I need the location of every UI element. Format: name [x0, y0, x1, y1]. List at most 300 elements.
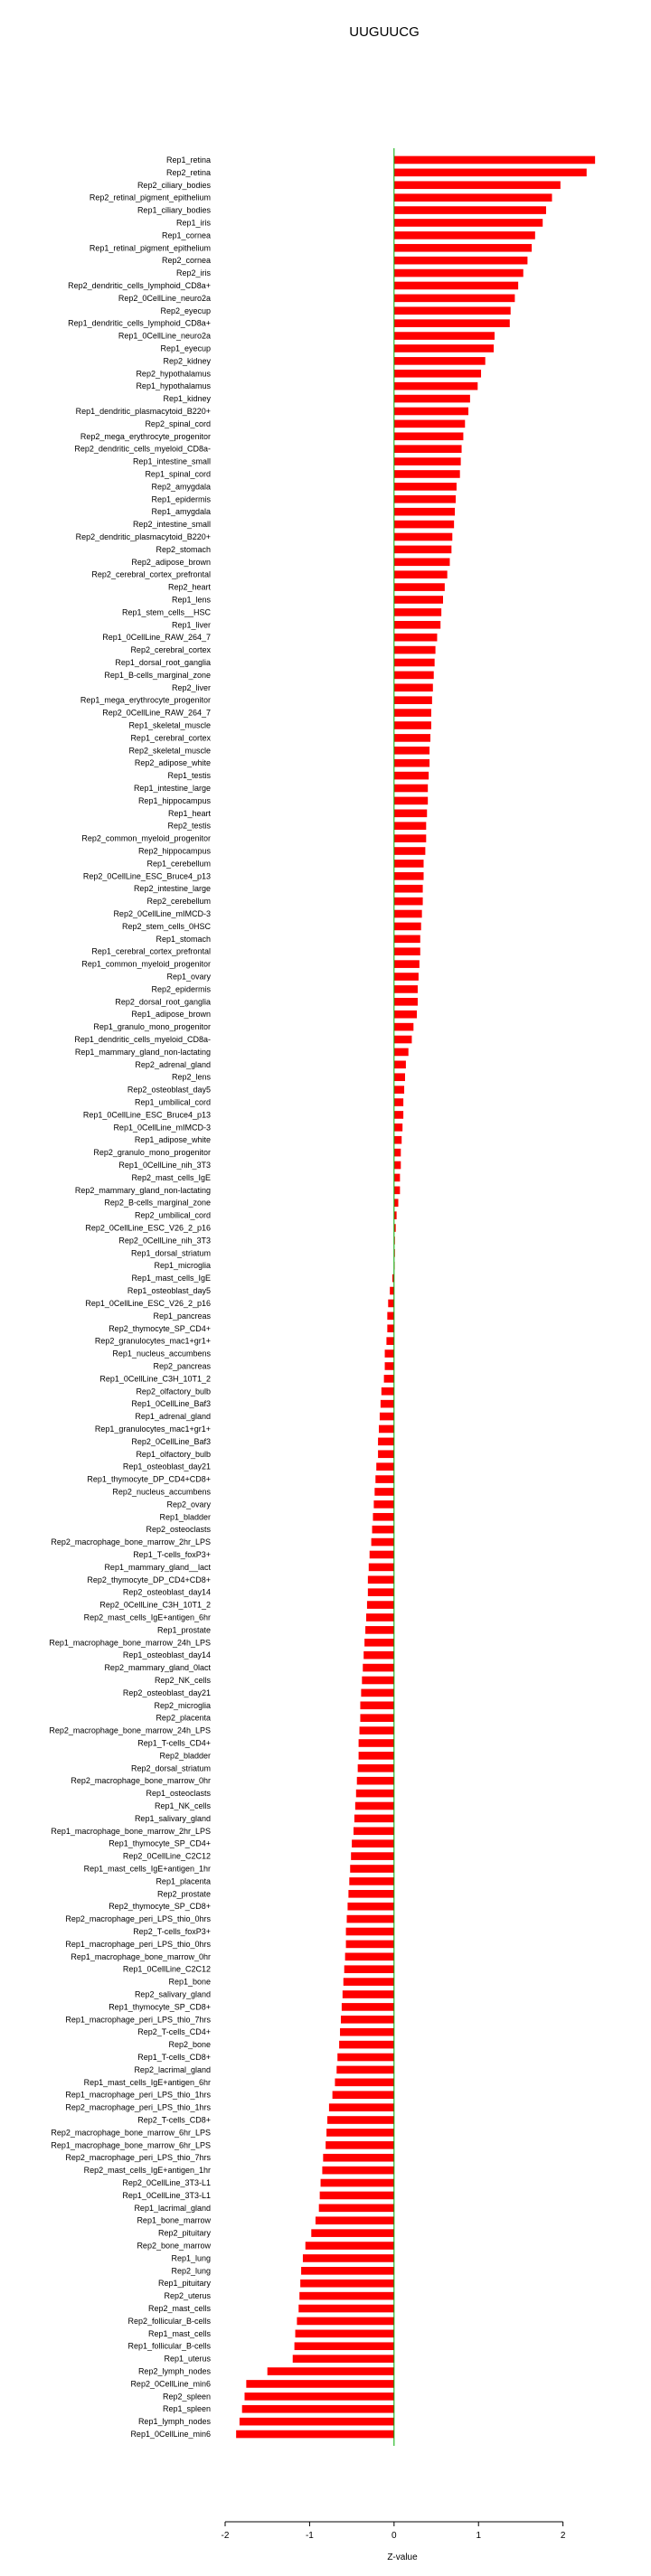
category-label: Rep1_mast_cells_IgE	[131, 1274, 211, 1283]
bar	[394, 1036, 412, 1044]
category-label: Rep1_dendritic_cells_myeloid_CD8a-	[74, 1035, 211, 1045]
bar	[394, 181, 561, 189]
category-label: Rep2_stomach	[156, 544, 211, 554]
bar	[394, 1073, 405, 1081]
bar	[394, 432, 464, 440]
category-label: Rep1_liver	[171, 620, 211, 630]
bar	[355, 1802, 394, 1810]
bar	[320, 2192, 394, 2200]
bar	[295, 2342, 394, 2350]
category-label: Rep2_macrophage_bone_marrow_2hr_LPS	[51, 1537, 211, 1547]
category-label: Rep2_epidermis	[151, 984, 211, 994]
category-label: Rep2_common_myeloid_progenitor	[81, 833, 211, 843]
category-label: Rep2_thymocyte_SP_CD4+	[108, 1323, 211, 1333]
bar	[342, 2003, 394, 2011]
bar	[394, 847, 426, 855]
category-label: Rep1_0CellLine_C3H_10T1_2	[99, 1374, 211, 1384]
category-label: Rep2_liver	[171, 682, 211, 692]
category-label: Rep2_macrophage_peri_LPS_thio_7hrs	[65, 2153, 211, 2163]
category-label: Rep2_lacrimal_gland	[134, 2064, 211, 2074]
category-label: Rep2_macrophage_bone_marrow_24h_LPS	[49, 1725, 211, 1735]
category-label: Rep2_salivary_gland	[134, 1989, 211, 1999]
bar	[394, 973, 419, 981]
bar	[369, 1564, 394, 1572]
category-label: Rep2_follicular_B-cells	[127, 2316, 211, 2326]
category-label: Rep2_0CellLine_nih_3T3	[118, 1236, 211, 1246]
bar	[386, 1337, 393, 1345]
bar	[394, 357, 486, 365]
bar	[329, 2103, 394, 2111]
category-label: Rep1_stem_cells__HSC	[121, 607, 211, 617]
category-label: Rep2_nucleus_accumbens	[112, 1487, 211, 1497]
bar	[394, 193, 552, 202]
bar	[366, 1613, 394, 1622]
bar	[345, 1952, 394, 1960]
category-label: Rep1_eyecup	[160, 343, 211, 353]
category-label: Rep1_0CellLine_Baf3	[131, 1399, 211, 1409]
category-label: Rep2_adipose_white	[134, 758, 211, 768]
bar	[364, 1639, 394, 1647]
bar	[394, 646, 436, 654]
category-label: Rep1_olfactory_bulb	[136, 1449, 211, 1459]
bar	[394, 860, 424, 868]
bar	[359, 1752, 394, 1760]
bar	[373, 1526, 394, 1534]
category-label: Rep1_retinal_pigment_epithelium	[89, 243, 211, 253]
category-label: Rep2_0CellLine_mIMCD-3	[113, 909, 211, 919]
bar	[394, 923, 421, 931]
category-label: Rep2_olfactory_bulb	[136, 1387, 211, 1396]
category-label: Rep1_bladder	[159, 1512, 211, 1522]
category-label: Rep2_osteoclasts	[146, 1525, 211, 1535]
category-label: Rep1_NK_cells	[154, 1800, 211, 1810]
bar	[394, 872, 424, 880]
category-label: Rep1_pituitary	[157, 2279, 211, 2289]
bar	[347, 1903, 393, 1911]
category-label: Rep2_stem_cells_0HSC	[121, 921, 211, 931]
bar	[380, 1413, 394, 1421]
x-tick-label: 0	[392, 2531, 397, 2541]
category-label: Rep2_mast_cells_IgE+antigen_6hr	[83, 1612, 211, 1622]
bar	[346, 1941, 394, 1949]
category-label: Rep2_macrophage_bone_marrow_0hr	[71, 1776, 211, 1786]
category-label: Rep2_0CellLine_neuro2a	[118, 293, 211, 303]
category-label: Rep2_granulocytes_mac1+gr1+	[94, 1336, 211, 1346]
category-label: Rep2_skeletal_muscle	[128, 746, 211, 756]
category-label: Rep1_bone_marrow	[137, 2215, 211, 2225]
bar	[327, 2116, 394, 2124]
bar	[352, 1839, 394, 1847]
category-label: Rep2_hypothalamus	[136, 369, 211, 379]
category-label: Rep1_osteoblast_day21	[122, 1462, 211, 1471]
bar	[337, 2054, 394, 2062]
bar	[301, 2267, 394, 2275]
category-label: Rep2_pancreas	[153, 1361, 211, 1371]
bar	[394, 457, 461, 465]
bar	[375, 1475, 394, 1483]
bar	[394, 1149, 401, 1157]
bar	[394, 583, 445, 591]
bar	[378, 1450, 394, 1458]
bar	[387, 1312, 393, 1321]
bar	[358, 1764, 394, 1772]
bar	[368, 1575, 394, 1584]
category-label: Rep1_lung	[171, 2253, 211, 2263]
category-label: Rep1_granulo_mono_progenitor	[93, 1022, 211, 1032]
bar	[344, 1978, 394, 1986]
category-label: Rep2_thymocyte_SP_CD8+	[108, 1902, 211, 1912]
category-label: Rep1_cerebral_cortex_prefrontal	[91, 946, 211, 956]
bar	[394, 1187, 401, 1195]
bar	[394, 257, 528, 265]
bar	[394, 1061, 406, 1069]
bar	[394, 495, 456, 503]
bar	[321, 2179, 394, 2187]
bar	[293, 2355, 394, 2363]
bar	[394, 1011, 417, 1019]
category-label: Rep2_mast_cells	[147, 2304, 211, 2314]
category-label: Rep2_0CellLine_C3H_10T1_2	[99, 1600, 211, 1610]
bar	[394, 785, 428, 793]
category-label: Rep1_B-cells_marginal_zone	[104, 670, 211, 680]
category-label: Rep2_cerebral_cortex_prefrontal	[91, 569, 211, 579]
category-label: Rep2_bone	[168, 2040, 211, 2050]
bar	[394, 470, 460, 478]
bar	[394, 797, 428, 805]
bar	[326, 2129, 394, 2137]
bar	[394, 709, 431, 717]
bar	[350, 1865, 394, 1873]
bar	[394, 1086, 404, 1094]
category-label: Rep1_0CellLine_mIMCD-3	[113, 1123, 211, 1133]
category-label: Rep1_macrophage_bone_marrow_2hr_LPS	[51, 1826, 211, 1836]
bar	[368, 1588, 394, 1596]
bar	[298, 2305, 394, 2313]
category-label: Rep1_pancreas	[153, 1311, 211, 1321]
category-label: Rep1_spleen	[162, 2404, 211, 2414]
category-label: Rep1_0CellLine_RAW_264_7	[102, 633, 211, 643]
bar	[359, 1739, 394, 1747]
bar	[394, 1098, 403, 1106]
category-label: Rep2_pituitary	[157, 2228, 211, 2238]
category-label: Rep2_lymph_nodes	[137, 2366, 211, 2376]
category-label: Rep2_0CellLine_min6	[130, 2379, 211, 2389]
bar	[356, 1790, 394, 1798]
bar	[394, 672, 434, 680]
category-label: Rep2_lens	[171, 1072, 211, 1082]
category-label: Rep2_retinal_pigment_epithelium	[89, 193, 211, 202]
bar	[394, 282, 518, 290]
bar	[268, 2367, 394, 2375]
category-label: Rep2_NK_cells	[154, 1675, 211, 1685]
bar	[347, 1915, 394, 1923]
bar	[246, 2380, 393, 2388]
category-label: Rep1_kidney	[163, 394, 211, 404]
bar	[394, 521, 454, 529]
bar	[394, 306, 511, 315]
bar	[385, 1349, 394, 1358]
category-label: Rep1_intestine_large	[133, 784, 211, 794]
category-label: Rep2_thymocyte_DP_CD4+CD8+	[87, 1575, 211, 1584]
bar	[394, 659, 435, 667]
category-label: Rep1_granulocytes_mac1+gr1+	[94, 1424, 211, 1434]
category-label: Rep1_adipose_white	[134, 1135, 211, 1145]
category-label: Rep1_mammary_gland__lact	[104, 1562, 211, 1572]
category-label: Rep2_placenta	[156, 1713, 211, 1723]
category-label: Rep2_prostate	[156, 1889, 211, 1899]
category-label: Rep1_mast_cells_IgE+antigen_6hr	[83, 2077, 211, 2087]
bar	[336, 2066, 394, 2074]
category-label: Rep1_hypothalamus	[136, 381, 211, 391]
bar	[394, 898, 423, 906]
category-label: Rep1_0CellLine_3T3-L1	[122, 2190, 211, 2200]
bar	[394, 1136, 401, 1144]
bar	[365, 1626, 394, 1634]
category-label: Rep2_ciliary_bodies	[137, 180, 211, 190]
bar	[349, 1877, 394, 1885]
category-label: Rep2_B-cells_marginal_zone	[104, 1198, 211, 1208]
category-label: Rep2_uterus	[164, 2291, 211, 2301]
bar	[323, 2154, 393, 2162]
bar	[333, 2091, 394, 2099]
category-label: Rep1_spinal_cord	[145, 469, 211, 479]
bar	[341, 2016, 394, 2024]
bar	[394, 219, 542, 227]
bar	[394, 295, 515, 303]
bar	[344, 1965, 394, 1973]
category-label: Rep1_thymocyte_SP_CD8+	[108, 2002, 211, 2012]
category-label: Rep1_lymph_nodes	[137, 2417, 211, 2427]
category-label: Rep2_T-cells_CD4+	[137, 2027, 211, 2037]
bar	[394, 596, 443, 604]
category-label: Rep1_osteoblast_day5	[127, 1286, 211, 1296]
category-label: Rep2_amygdala	[151, 482, 211, 492]
bar	[335, 2079, 393, 2087]
category-label: Rep2_kidney	[163, 356, 211, 366]
category-label: Rep1_dendritic_cells_lymphoid_CD8a+	[68, 318, 211, 328]
category-label: Rep2_retina	[165, 167, 211, 177]
category-label: Rep1_epidermis	[151, 494, 211, 504]
category-label: Rep1_thymocyte_DP_CD4+CD8+	[87, 1474, 211, 1484]
bar	[378, 1438, 394, 1446]
bar	[379, 1425, 394, 1434]
bar	[360, 1701, 393, 1709]
category-label: Rep2_granulo_mono_progenitor	[93, 1148, 211, 1158]
x-tick-label: 2	[560, 2531, 566, 2541]
bar	[299, 2292, 394, 2300]
bar	[394, 998, 418, 1006]
category-label: Rep2_intestine_small	[132, 520, 211, 530]
category-label: Rep2_dendritic_cells_lymphoid_CD8a+	[68, 280, 211, 290]
bar	[363, 1664, 394, 1672]
chart-title: UUGUUCG	[349, 24, 420, 40]
category-label: Rep1_skeletal_muscle	[128, 720, 211, 730]
bar	[372, 1538, 394, 1547]
bar	[394, 558, 450, 566]
bar	[354, 1815, 394, 1823]
bar	[363, 1651, 394, 1659]
x-axis-label: Z-value	[387, 2552, 418, 2562]
bar	[360, 1726, 394, 1735]
category-label: Rep2_macrophage_peri_LPS_thio_0hrs	[65, 1914, 211, 1924]
category-label: Rep1_cerebral_cortex	[130, 733, 211, 743]
bar	[394, 1023, 413, 1031]
category-label: Rep1_adrenal_gland	[135, 1412, 211, 1422]
bar	[394, 608, 441, 616]
bar	[394, 231, 535, 240]
category-label: Rep1_retina	[165, 155, 211, 165]
bar	[244, 2393, 393, 2401]
category-label: Rep1_intestine_small	[132, 456, 211, 466]
bar	[374, 1488, 393, 1496]
category-label: Rep2_T-cells_foxP3+	[133, 1927, 211, 1937]
bar	[394, 910, 422, 918]
bar	[376, 1462, 394, 1471]
bar	[373, 1500, 393, 1509]
category-label: Rep2_intestine_large	[133, 884, 211, 894]
category-label: Rep2_T-cells_CD8+	[137, 2115, 211, 2125]
category-label: Rep1_prostate	[156, 1625, 211, 1635]
bar	[394, 319, 510, 327]
category-label: Rep1_0CellLine_ESC_V26_2_p16	[85, 1298, 211, 1308]
x-tick-label: 1	[476, 2531, 482, 2541]
bar	[339, 2041, 394, 2049]
category-label: Rep1_dorsal_striatum	[130, 1248, 211, 1258]
bar	[311, 2229, 394, 2237]
bar	[326, 2141, 394, 2149]
bar	[394, 696, 432, 704]
category-label: Rep2_osteoblast_day14	[122, 1587, 211, 1597]
category-label: Rep1_macrophage_bone_marrow_24h_LPS	[49, 1638, 211, 1648]
category-label: Rep2_0CellLine_C2C12	[122, 1851, 211, 1861]
category-label: Rep1_lens	[171, 595, 211, 605]
bar	[300, 2280, 394, 2288]
category-label: Rep2_dendritic_cells_myeloid_CD8a-	[74, 444, 211, 454]
category-label: Rep1_mammary_gland_non-lactating	[74, 1047, 211, 1057]
bar	[394, 483, 457, 491]
bar	[346, 1928, 394, 1936]
category-label: Rep2_spleen	[162, 2392, 211, 2402]
category-label: Rep1_osteoclasts	[146, 1789, 211, 1799]
bar	[394, 395, 470, 403]
category-label: Rep1_mast_cells_IgE+antigen_1hr	[83, 1864, 211, 1874]
bar	[394, 533, 452, 541]
category-label: Rep1_macrophage_bone_marrow_0hr	[71, 1951, 211, 1961]
category-label: Rep2_0CellLine_RAW_264_7	[102, 708, 211, 718]
bar	[394, 747, 429, 755]
bar	[316, 2216, 394, 2224]
category-label: Rep2_cerebellum	[146, 897, 211, 907]
category-label: Rep1_microglia	[154, 1261, 211, 1271]
bar	[354, 1827, 394, 1835]
category-label: Rep1_heart	[167, 808, 211, 818]
bar	[382, 1387, 394, 1396]
bar	[236, 2430, 394, 2439]
category-label: Rep1_T-cells_foxP3+	[133, 1549, 211, 1559]
category-label: Rep1_ciliary_bodies	[137, 205, 211, 215]
category-label: Rep1_ovary	[166, 972, 211, 982]
bar	[394, 809, 427, 817]
bar	[394, 734, 430, 742]
category-label: Rep1_testis	[167, 771, 211, 781]
bar	[394, 1123, 402, 1132]
category-label: Rep1_dorsal_root_ganglia	[115, 657, 211, 667]
category-label: Rep2_bladder	[159, 1751, 211, 1761]
category-label: Rep2_dorsal_root_ganglia	[115, 997, 211, 1007]
bar	[242, 2405, 394, 2413]
category-label: Rep2_iris	[175, 268, 211, 278]
bar	[394, 420, 465, 428]
category-label: Rep2_cerebral_cortex	[130, 645, 211, 655]
category-label: Rep1_amygdala	[151, 507, 211, 517]
category-label: Rep1_macrophage_peri_LPS_thio_1hrs	[65, 2090, 211, 2100]
bar	[394, 445, 462, 453]
bar	[370, 1551, 394, 1559]
category-label: Rep2_dendritic_plasmacytoid_B220+	[75, 531, 211, 541]
category-label: Rep1_placenta	[156, 1876, 211, 1886]
category-label: Rep2_ovary	[166, 1500, 211, 1509]
bar	[319, 2205, 394, 2213]
bar	[240, 2418, 394, 2426]
category-label: Rep2_macrophage_peri_LPS_thio_1hrs	[65, 2102, 211, 2112]
bar	[394, 985, 418, 993]
bar	[297, 2317, 393, 2326]
bar	[322, 2167, 393, 2175]
bar	[394, 935, 420, 944]
category-label: Rep1_cerebellum	[146, 859, 211, 869]
bar	[394, 1199, 399, 1207]
bar	[394, 169, 587, 177]
category-labels-group	[49, 155, 211, 2439]
category-label: Rep2_mega_erythrocyte_progenitor	[80, 431, 211, 441]
category-label: Rep1_thymocyte_SP_CD4+	[108, 1838, 211, 1848]
bar	[394, 546, 452, 554]
category-label: Rep2_spinal_cord	[145, 418, 211, 428]
category-label: Rep1_iris	[175, 218, 211, 228]
category-label: Rep1_0CellLine_C2C12	[122, 1964, 211, 1974]
bar	[394, 885, 423, 893]
category-label: Rep1_macrophage_bone_marrow_6hr_LPS	[51, 2140, 211, 2150]
category-label: Rep2_osteoblast_day5	[127, 1085, 211, 1095]
x-tick-label: -2	[221, 2531, 230, 2541]
category-label: Rep2_mammary_gland_non-lactating	[74, 1185, 211, 1195]
category-label: Rep2_0CellLine_ESC_V26_2_p16	[85, 1223, 211, 1233]
bar	[362, 1677, 393, 1685]
bar	[357, 1777, 394, 1785]
category-label: Rep2_microglia	[154, 1700, 211, 1710]
category-label: Rep2_heart	[167, 582, 211, 592]
bar	[394, 382, 477, 390]
category-label: Rep1_0CellLine_min6	[130, 2430, 211, 2440]
category-label: Rep1_0CellLine_nih_3T3	[118, 1161, 211, 1170]
bar	[390, 1287, 394, 1295]
bar	[394, 621, 440, 629]
category-label: Rep2_adrenal_gland	[135, 1059, 211, 1069]
bar	[394, 634, 438, 642]
bar	[394, 508, 455, 516]
bars-group	[236, 156, 595, 2439]
bar	[394, 1161, 401, 1170]
bar	[394, 370, 481, 378]
category-label: Rep2_mammary_gland_0lact	[104, 1663, 211, 1673]
category-label: Rep1_T-cells_CD4+	[137, 1738, 211, 1748]
category-label: Rep1_nucleus_accumbens	[112, 1349, 211, 1359]
bar	[306, 2242, 394, 2250]
category-label: Rep1_hippocampus	[137, 795, 211, 805]
bar	[394, 344, 494, 353]
category-label: Rep1_0CellLine_neuro2a	[118, 331, 211, 341]
category-label: Rep1_stomach	[156, 934, 211, 944]
